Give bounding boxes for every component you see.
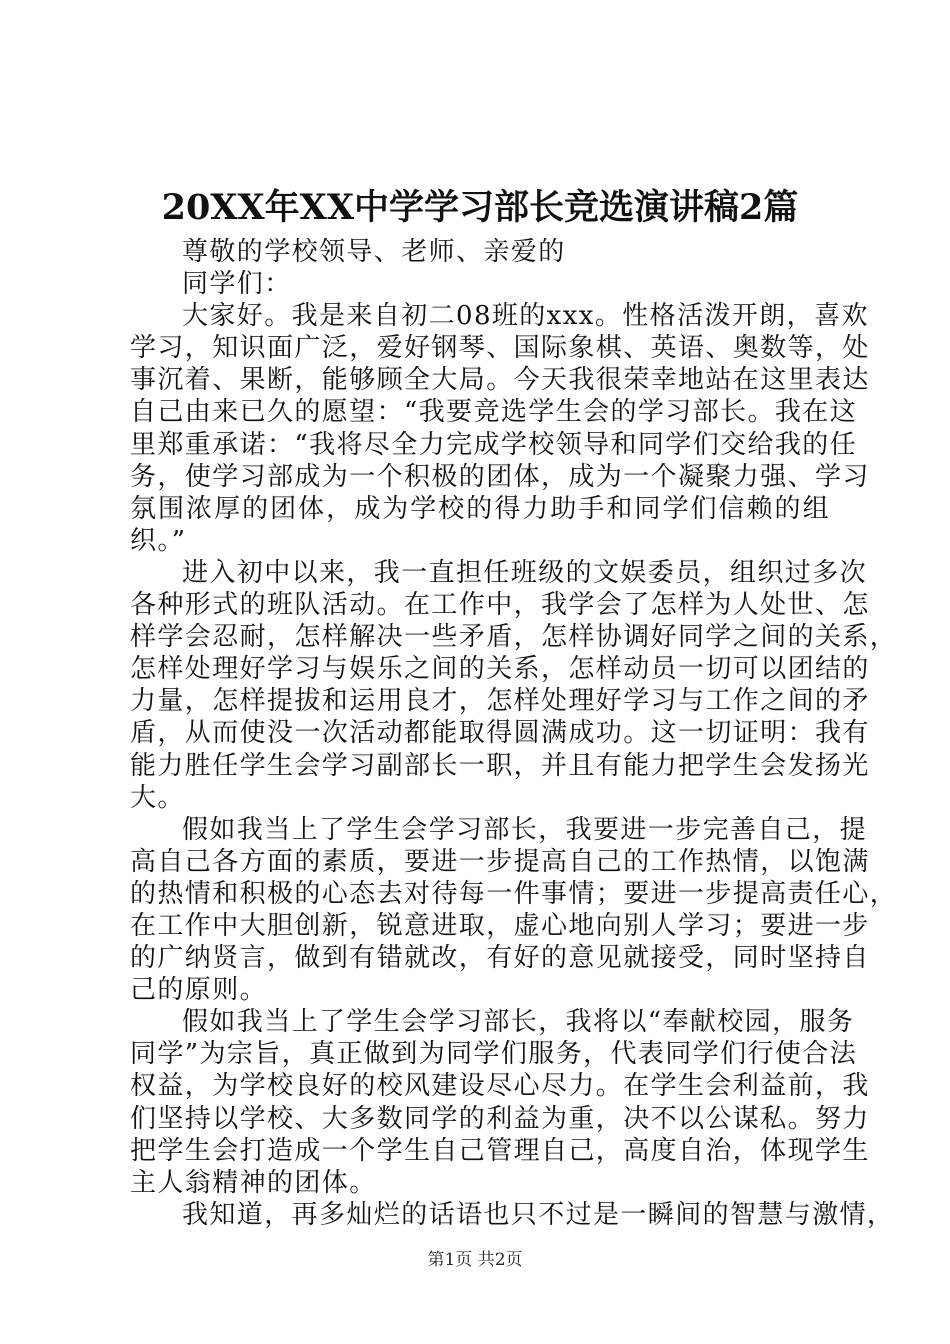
- body-line: 尊敬的学校领导、老师、亲爱的: [182, 237, 566, 267]
- body-line: 大。: [130, 782, 185, 813]
- body-line: 同学”为宗旨，真正做到为同学们服务，代表同学们行使合法: [130, 1039, 858, 1070]
- body-line: 主人翁精神的团体。: [130, 1167, 377, 1198]
- body-line: 己的原则。: [130, 975, 268, 1006]
- body-line: 把学生会打造成一个学生自己管理自己，高度自治，体现学生: [130, 1135, 870, 1166]
- body-line: 高自己各方面的素质，要进一步提高自己的工作热情，以饱满: [130, 846, 870, 877]
- body-line: 同学们：: [182, 269, 292, 300]
- body-line: 各种形式的班队活动。在工作中，我学会了怎样为人处世、怎: [130, 590, 870, 621]
- body-line: 们坚持以学校、大多数同学的利益为重，决不以公谋私。努力: [130, 1103, 870, 1134]
- document-title: 20XX年XX中学学习部长竞选演讲稿2篇: [161, 187, 799, 228]
- body-line: 大家好。我是来自初二08班的xxx。性格活泼开朗，喜欢: [182, 301, 869, 332]
- body-line: 学习，知识面广泛，爱好钢琴、国际象棋、英语、奥数等，处: [130, 333, 870, 364]
- body-line: 自己由来已久的愿望：“我要竞选学生会的学习部长。我在这: [130, 397, 858, 428]
- body-line: 怎样处理好学习与娱乐之间的关系，怎样动员一切可以团结的: [130, 654, 870, 685]
- body-line: 我知道，再多灿烂的话语也只不过是一瞬间的智慧与激情，: [182, 1199, 895, 1230]
- body-line: 在工作中大胆创新，锐意进取，虚心地向别人学习；要进一步: [130, 910, 870, 941]
- body-line: 氛围浓厚的团体，成为学校的得力助手和同学们信赖的组: [130, 493, 830, 524]
- document-body: [130, 236, 898, 1231]
- body-line: 进入初中以来，我一直担任班级的文娱委员，组织过多次: [182, 557, 868, 588]
- body-line: 务，使学习部成为一个积极的团体，成为一个凝聚力强、学习: [130, 461, 870, 492]
- body-line: 里郑重承诺：“我将尽全力完成学校领导和同学们交给我的任: [130, 429, 858, 460]
- body-line: 的广纳贤言，做到有错就改，有好的意见就接受，同时坚持自: [130, 943, 870, 974]
- body-line: 的热情和积极的心态去对待每一件事情；要进一步提高责任心，: [130, 878, 898, 909]
- body-line: 样学会忍耐，怎样解决一些矛盾，怎样协调好同学之间的关系，: [130, 622, 898, 653]
- page-footer: 第1页 共2页: [427, 1250, 523, 1270]
- body-line: 力量，怎样提拔和运用良才，怎样处理好学习与工作之间的矛: [130, 686, 870, 717]
- body-line: 事沉着、果断，能够顾全大局。今天我很荣幸地站在这里表达: [130, 365, 870, 396]
- body-line: 能力胜任学生会学习副部长一职，并且有能力把学生会发扬光: [130, 750, 870, 781]
- body-line: 权益，为学校良好的校风建设尽心尽力。在学生会利益前，我: [130, 1071, 870, 1102]
- body-line: 假如我当上了学生会学习部长，我将以“奉献校园，服务: [182, 1007, 855, 1038]
- body-line: 盾，从而使没一次活动都能取得圆满成功。这一切证明：我有: [130, 718, 870, 749]
- body-line: 织。”: [130, 525, 187, 556]
- body-line: 假如我当上了学生会学习部长，我要进一步完善自己，提: [182, 814, 868, 845]
